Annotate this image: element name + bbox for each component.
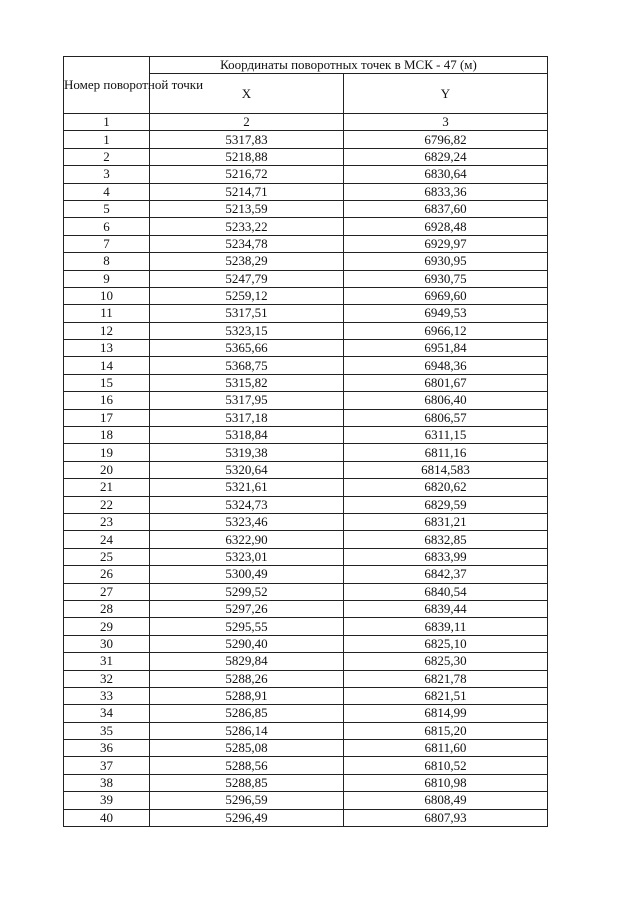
table-row <box>64 235 548 252</box>
table-row <box>64 183 548 200</box>
point-number-cell: 37 <box>64 757 150 774</box>
x-coordinate-cell: 5321,61 <box>150 479 344 496</box>
x-coordinate-cell: 5323,46 <box>150 513 344 530</box>
y-coordinate-cell: 6966,12 <box>344 322 548 339</box>
table-row <box>64 270 548 287</box>
table-row <box>64 705 548 722</box>
y-coordinate-cell: 6829,24 <box>344 148 548 165</box>
point-number-cell: 12 <box>64 322 150 339</box>
point-number-cell: 25 <box>64 548 150 565</box>
point-number-cell: 38 <box>64 774 150 791</box>
x-coordinate-cell: 5233,22 <box>150 218 344 235</box>
point-number-cell: 1 <box>64 131 150 148</box>
header-row <box>64 57 548 74</box>
table-row <box>64 722 548 739</box>
x-coordinate-cell: 5829,84 <box>150 653 344 670</box>
point-number-cell: 26 <box>64 566 150 583</box>
y-coordinate-cell: 6951,84 <box>344 340 548 357</box>
table-row <box>64 757 548 774</box>
table-row <box>64 305 548 322</box>
table-row <box>64 618 548 635</box>
point-number-cell: 28 <box>64 600 150 617</box>
point-number-cell: 11 <box>64 305 150 322</box>
table-row <box>64 513 548 530</box>
table-row <box>64 218 548 235</box>
table-row <box>64 531 548 548</box>
x-coordinate-cell: 5318,84 <box>150 427 344 444</box>
y-coordinate-cell: 6969,60 <box>344 287 548 304</box>
y-coordinate-cell: 6833,99 <box>344 548 548 565</box>
y-coordinate-cell: 6811,60 <box>344 740 548 757</box>
y-coordinate-cell: 6928,48 <box>344 218 548 235</box>
table-row <box>64 583 548 600</box>
point-number-cell: 16 <box>64 392 150 409</box>
table-row <box>64 792 548 809</box>
y-coordinate-cell: 6825,10 <box>344 635 548 652</box>
x-coordinate-cell: 5290,40 <box>150 635 344 652</box>
y-coordinate-cell: 6821,51 <box>344 687 548 704</box>
point-number-cell: 40 <box>64 809 150 826</box>
y-coordinate-cell: 6796,82 <box>344 131 548 148</box>
column-number: 1 <box>64 114 150 131</box>
point-number-cell: 32 <box>64 670 150 687</box>
table-row <box>64 479 548 496</box>
x-coordinate-cell: 5317,95 <box>150 392 344 409</box>
x-coordinate-cell: 5365,66 <box>150 340 344 357</box>
coordinates-table-body <box>64 57 548 827</box>
y-coordinate-cell: 6808,49 <box>344 792 548 809</box>
point-number-cell: 24 <box>64 531 150 548</box>
x-coordinate-cell: 5288,56 <box>150 757 344 774</box>
y-coordinate-cell: 6311,15 <box>344 427 548 444</box>
x-coordinate-cell: 5286,14 <box>150 722 344 739</box>
point-number-cell: 21 <box>64 479 150 496</box>
column-number: 3 <box>344 114 548 131</box>
table-row <box>64 774 548 791</box>
table-row <box>64 670 548 687</box>
table-row <box>64 166 548 183</box>
point-number-cell: 34 <box>64 705 150 722</box>
x-coordinate-cell: 5259,12 <box>150 287 344 304</box>
table-row <box>64 357 548 374</box>
point-number-cell: 15 <box>64 374 150 391</box>
y-coordinate-cell: 6842,37 <box>344 566 548 583</box>
x-coordinate-cell: 5218,88 <box>150 148 344 165</box>
x-coordinate-cell: 5234,78 <box>150 235 344 252</box>
y-coordinate-cell: 6831,21 <box>344 513 548 530</box>
x-coordinate-cell: 5247,79 <box>150 270 344 287</box>
x-coordinate-cell: 5299,52 <box>150 583 344 600</box>
table-row <box>64 566 548 583</box>
table-row <box>64 409 548 426</box>
point-number-cell: 36 <box>64 740 150 757</box>
point-number-cell: 20 <box>64 461 150 478</box>
table-row <box>64 392 548 409</box>
table-row <box>64 322 548 339</box>
x-coordinate-cell: 5286,85 <box>150 705 344 722</box>
x-coordinate-cell: 5368,75 <box>150 357 344 374</box>
x-coordinate-cell: 5317,51 <box>150 305 344 322</box>
point-number-cell: 22 <box>64 496 150 513</box>
coordinates-table <box>63 56 548 827</box>
table-row <box>64 340 548 357</box>
point-number-cell: 2 <box>64 148 150 165</box>
x-coordinate-cell: 5323,01 <box>150 548 344 565</box>
point-number-cell: 14 <box>64 357 150 374</box>
x-coordinate-cell: 5323,15 <box>150 322 344 339</box>
y-coordinate-cell: 6807,93 <box>344 809 548 826</box>
y-coordinate-cell: 6814,99 <box>344 705 548 722</box>
y-coordinate-cell: 6929,97 <box>344 235 548 252</box>
point-number-cell: 6 <box>64 218 150 235</box>
y-coordinate-cell: 6949,53 <box>344 305 548 322</box>
y-coordinate-cell: 6837,60 <box>344 200 548 217</box>
header-col-y: Y <box>344 74 548 114</box>
x-coordinate-cell: 5296,59 <box>150 792 344 809</box>
point-number-cell: 7 <box>64 235 150 252</box>
x-coordinate-cell: 5317,83 <box>150 131 344 148</box>
table-row <box>64 200 548 217</box>
point-number-cell: 33 <box>64 687 150 704</box>
header-coords-title: Координаты поворотных точек в МСК - 47 (м) <box>150 57 548 74</box>
x-coordinate-cell: 5288,26 <box>150 670 344 687</box>
table-row <box>64 809 548 826</box>
point-number-cell: 19 <box>64 444 150 461</box>
y-coordinate-cell: 6820,62 <box>344 479 548 496</box>
point-number-cell: 23 <box>64 513 150 530</box>
y-coordinate-cell: 6810,52 <box>344 757 548 774</box>
point-number-cell: 8 <box>64 253 150 270</box>
point-number-cell: 17 <box>64 409 150 426</box>
y-coordinate-cell: 6930,75 <box>344 270 548 287</box>
x-coordinate-cell: 5300,49 <box>150 566 344 583</box>
x-coordinate-cell: 5315,82 <box>150 374 344 391</box>
point-number-cell: 3 <box>64 166 150 183</box>
x-coordinate-cell: 5285,08 <box>150 740 344 757</box>
x-coordinate-cell: 5324,73 <box>150 496 344 513</box>
y-coordinate-cell: 6815,20 <box>344 722 548 739</box>
y-coordinate-cell: 6821,78 <box>344 670 548 687</box>
y-coordinate-cell: 6840,54 <box>344 583 548 600</box>
table-row <box>64 287 548 304</box>
table-row <box>64 653 548 670</box>
column-numbers-row <box>64 114 548 131</box>
table-row <box>64 461 548 478</box>
x-coordinate-cell: 5216,72 <box>150 166 344 183</box>
table-row <box>64 444 548 461</box>
table-row <box>64 427 548 444</box>
x-coordinate-cell: 5317,18 <box>150 409 344 426</box>
x-coordinate-cell: 5238,29 <box>150 253 344 270</box>
point-number-cell: 27 <box>64 583 150 600</box>
x-coordinate-cell: 6322,90 <box>150 531 344 548</box>
x-coordinate-cell: 5320,64 <box>150 461 344 478</box>
x-coordinate-cell: 5296,49 <box>150 809 344 826</box>
point-number-cell: 30 <box>64 635 150 652</box>
x-coordinate-cell: 5213,59 <box>150 200 344 217</box>
x-coordinate-cell: 5297,26 <box>150 600 344 617</box>
point-number-cell: 35 <box>64 722 150 739</box>
point-number-cell: 18 <box>64 427 150 444</box>
point-number-cell: 9 <box>64 270 150 287</box>
x-coordinate-cell: 5319,38 <box>150 444 344 461</box>
y-coordinate-cell: 6830,64 <box>344 166 548 183</box>
x-coordinate-cell: 5288,85 <box>150 774 344 791</box>
table-row <box>64 374 548 391</box>
y-coordinate-cell: 6948,36 <box>344 357 548 374</box>
table-row <box>64 600 548 617</box>
point-number-cell: 10 <box>64 287 150 304</box>
table-row <box>64 496 548 513</box>
y-coordinate-cell: 6829,59 <box>344 496 548 513</box>
table-row <box>64 148 548 165</box>
table-row <box>64 548 548 565</box>
y-coordinate-cell: 6832,85 <box>344 531 548 548</box>
x-coordinate-cell: 5288,91 <box>150 687 344 704</box>
point-number-cell: 13 <box>64 340 150 357</box>
point-number-cell: 29 <box>64 618 150 635</box>
y-coordinate-cell: 6839,44 <box>344 600 548 617</box>
table-row <box>64 253 548 270</box>
y-coordinate-cell: 6806,57 <box>344 409 548 426</box>
header-col-x: X <box>150 74 344 114</box>
column-number: 2 <box>150 114 344 131</box>
y-coordinate-cell: 6814,583 <box>344 461 548 478</box>
y-coordinate-cell: 6839,11 <box>344 618 548 635</box>
y-coordinate-cell: 6806,40 <box>344 392 548 409</box>
table-row <box>64 131 548 148</box>
header-point-number: Номер поворотной точки <box>64 57 150 114</box>
point-number-cell: 31 <box>64 653 150 670</box>
y-coordinate-cell: 6833,36 <box>344 183 548 200</box>
point-number-cell: 5 <box>64 200 150 217</box>
y-coordinate-cell: 6801,67 <box>344 374 548 391</box>
y-coordinate-cell: 6825,30 <box>344 653 548 670</box>
point-number-cell: 39 <box>64 792 150 809</box>
point-number-cell: 4 <box>64 183 150 200</box>
y-coordinate-cell: 6930,95 <box>344 253 548 270</box>
x-coordinate-cell: 5295,55 <box>150 618 344 635</box>
x-coordinate-cell: 5214,71 <box>150 183 344 200</box>
y-coordinate-cell: 6810,98 <box>344 774 548 791</box>
table-row <box>64 687 548 704</box>
table-row <box>64 740 548 757</box>
y-coordinate-cell: 6811,16 <box>344 444 548 461</box>
table-row <box>64 635 548 652</box>
